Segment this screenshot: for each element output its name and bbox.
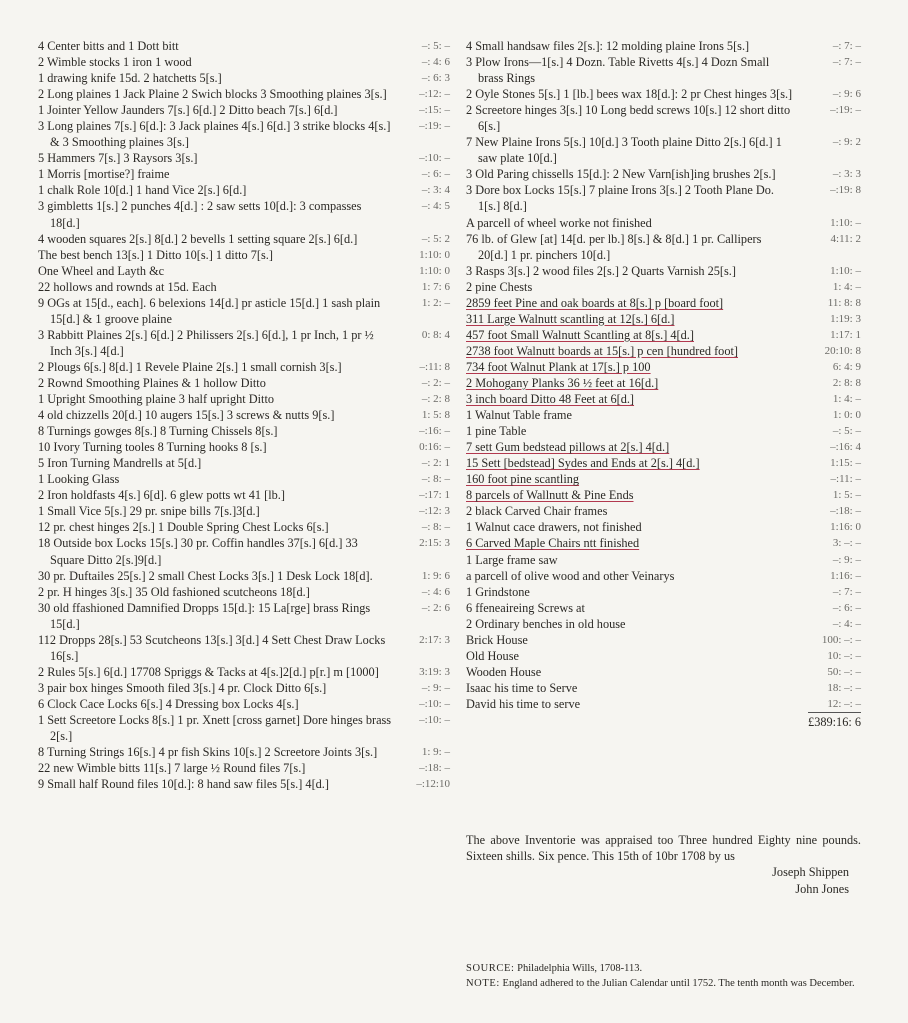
entry-text: 3 Old Paring chissells 15[d.]: 2 New Varn[ish]ing brushes 2[s.] [466, 167, 776, 182]
total-cell [771, 712, 861, 731]
entry-value: –: 9: 2 [832, 136, 861, 149]
inventory-entry [38, 38, 450, 54]
inventory-entry [466, 519, 861, 535]
entry-text: 5 Iron Turning Mandrells at 5[d.] [38, 456, 202, 471]
inventory-entry [466, 552, 861, 568]
inventory-entry [38, 471, 450, 487]
entry-text: 9 Small half Round files 10[d.]: 8 hand saw files 5[s.] 4[d.] [38, 777, 329, 792]
entry-text: 4 Center bitts and 1 Dott bitt [38, 39, 179, 53]
inventory-entry [38, 600, 450, 632]
entry-text: 4 wooden squares 2[s.] 8[d.] 2 bevells 1 setting square 2[s.] 6[d.] [38, 231, 358, 246]
entry-value: –:19: – [419, 120, 450, 133]
inventory-entry [38, 391, 450, 407]
inventory-entry [466, 584, 861, 600]
entry-value: 1:10: 0 [419, 248, 450, 261]
entry-value: 0:16: – [419, 441, 450, 454]
entry-value: –: 9: – [421, 681, 450, 694]
inventory-entry [38, 231, 450, 247]
entry-text: 160 foot pine scantling [466, 472, 580, 487]
entry-value: –:10: – [419, 713, 450, 726]
entry-text: 2 Plougs 6[s.] 8[d.] 1 Revele Plaine 2[s.] 1 small cornish 3[s.] [38, 359, 342, 374]
entry-text: 1 Looking Glass [38, 472, 120, 487]
entry-value: 1: 7: 6 [421, 280, 450, 293]
entry-value: 6: 4: 9 [832, 360, 861, 373]
entry-text: 2738 foot Walnutt boards at 15[s.] p cen [hundred foot] [466, 343, 738, 358]
entry-value: –:18: – [830, 505, 861, 518]
inventory-entry [466, 455, 861, 471]
entry-value: 1:10: – [830, 264, 861, 277]
source-notes [466, 962, 861, 991]
entry-value: –: 9: 6 [832, 88, 861, 101]
entry-value: –: 8: – [421, 521, 450, 534]
entry-text: Wooden House [466, 664, 542, 679]
inventory-entry [38, 263, 450, 279]
inventory-entry [38, 247, 450, 263]
inventory-entry [466, 423, 861, 439]
inventory-entry [38, 407, 450, 423]
entry-value: 1:16: 0 [830, 521, 861, 534]
entry-value: –: 5: – [832, 425, 861, 438]
inventory-entry [466, 295, 861, 311]
inventory-entry [38, 86, 450, 102]
inventory-entry [466, 391, 861, 407]
entry-text: 112 Dropps 28[s.] 53 Scutcheons 13[s.] 3[d.] 4 Sett Chest Draw Locks 16[s.] [38, 632, 386, 663]
total-row [466, 712, 861, 731]
entry-text: 7 sett Gum bedstead pillows at 2[s.] 4[d.] [466, 440, 670, 455]
inventory-entry [38, 54, 450, 70]
inventory-entry [38, 744, 450, 760]
inventory-entry [38, 584, 450, 600]
entry-value: 1: 0: 0 [832, 409, 861, 422]
inventory-total: £389:16: 6 [808, 712, 861, 730]
entry-text: 2 pr. H hinges 3[s.] 35 Old fashioned scutcheons 18[d.] [38, 584, 310, 599]
entry-text: 1 Upright Smoothing plaine 3 half upright Ditto [38, 392, 275, 407]
entry-value: –:12: – [419, 88, 450, 101]
inventory-entry [38, 166, 450, 182]
inventory-entry [38, 712, 450, 744]
inventory-entry [38, 439, 450, 455]
entry-value: –: 2: 6 [421, 601, 450, 614]
entry-text: 5 Hammers 7[s.] 3 Raysors 3[s.] [38, 151, 198, 166]
inventory-entry [466, 632, 861, 648]
entry-value: –:15: – [419, 104, 450, 117]
inventory-entry [466, 680, 861, 696]
entry-value: –: 8: – [421, 473, 450, 486]
inventory-entry [466, 134, 861, 166]
inventory-entry [466, 535, 861, 551]
entry-text: 6 ffeneaireing Screws at [466, 600, 585, 615]
entry-value: –: 4: 6 [421, 585, 450, 598]
inventory-entry [466, 487, 861, 503]
entry-value: –:10: – [419, 152, 450, 165]
entry-value: 2:15: 3 [419, 537, 450, 550]
entry-value: –: 7: – [832, 585, 861, 598]
entry-value: 4:11: 2 [830, 232, 861, 245]
entry-text: 457 foot Small Walnutt Scantling at 8[s.] 4[d.] [466, 327, 694, 342]
entry-text: Brick House [466, 632, 528, 647]
entry-text: 22 new Wimble bitts 11[s.] 7 large ½ Round files 7[s.] [38, 761, 306, 776]
entry-value: –:10: – [419, 697, 450, 710]
entry-value: 1: 2: – [421, 296, 450, 309]
source-text: Philadelphia Wills, 1708-113. [517, 963, 643, 974]
appraisal-paragraph: The above Inventorie was appraised too Three hundred Eighty nine pounds. Sixteen shills. Six pence. This 15th of 10br 1708 by us [466, 833, 861, 864]
entry-value: –: 2: 1 [421, 457, 450, 470]
entry-value: –:19: – [830, 104, 861, 117]
entry-value: 1: 5: – [832, 489, 861, 502]
entry-value: –:11: 8 [419, 360, 450, 373]
entry-value: 11: 8: 8 [827, 296, 861, 309]
entry-value: –: 9: – [832, 553, 861, 566]
entry-text: The best bench 13[s.] 1 Ditto 10[s.] 1 ditto 7[s.] [38, 247, 273, 262]
entry-text: 3 Dore box Locks 15[s.] 7 plaine Irons 3[s.] 2 Tooth Plane Do. 1[s.] 8[d.] [466, 183, 774, 214]
inventory-entry [466, 600, 861, 616]
entry-value: –: 5: 2 [421, 232, 450, 245]
inventory-entry [466, 231, 861, 263]
entry-text: 12 pr. chest hinges 2[s.] 1 Double Spring Chest Locks 6[s.] [38, 520, 329, 535]
entry-value: –: 6: – [421, 168, 450, 181]
source-label: SOURCE: [466, 963, 515, 974]
entry-value: 1:19: 3 [830, 312, 861, 325]
entry-text: 3 gimbletts 1[s.] 2 punches 4[d.] : 2 saw setts 10[d.]: 3 compasses 18[d.] [38, 199, 362, 230]
entry-value: 2: 8: 8 [832, 376, 861, 389]
entry-text: 3 Plow Irons—1[s.] 4 Dozn. Table Rivetts 4[s.] 4 Dozn Small brass Rings [466, 55, 770, 86]
entry-text: 1 pine Table [466, 424, 527, 439]
entry-text: One Wheel and Layth &c [38, 263, 165, 278]
entry-text: a parcell of olive wood and other Veinarys [466, 568, 675, 583]
entry-text: Old House [466, 648, 519, 663]
entry-value: 18: –: – [827, 681, 861, 694]
entry-value: 20:10: 8 [824, 344, 861, 357]
entry-text: 1 chalk Role 10[d.] 1 hand Vice 2[s.] 6[d.] [38, 183, 247, 198]
entry-value: –:12:10 [416, 778, 450, 791]
entry-value: 1: 4: – [832, 393, 861, 406]
inventory-entry [466, 616, 861, 632]
entry-text: Isaac his time to Serve [466, 680, 578, 695]
source-line [466, 962, 861, 977]
entry-value: –: 6: 3 [421, 72, 450, 85]
inventory-entry [38, 760, 450, 776]
entry-text: 2 Iron holdfasts 4[s.] 6[d]. 6 glew potts wt 41 [lb.] [38, 488, 285, 503]
inventory-entry [38, 535, 450, 567]
note-label: NOTE: [466, 977, 500, 989]
inventory-entry [38, 150, 450, 166]
inventory-entry [38, 359, 450, 375]
entry-text: 10 Ivory Turning tooles 8 Turning hooks 8 [s.] [38, 440, 267, 455]
note-text: England adhered to the Julian Calendar until 1752. The tenth month was December. [502, 977, 855, 989]
inventory-entry [38, 487, 450, 503]
entry-value: 1:17: 1 [830, 328, 861, 341]
inventory-entry [466, 407, 861, 423]
entry-text: 3 Long plaines 7[s.] 6[d.]: 3 Jack plaines 4[s.] 6[d.] 3 strike blocks 4[s.] & 3 Smoothing plaines 3[s.] [38, 119, 391, 150]
inventory-entry [466, 471, 861, 487]
entry-text: 8 Turning Strings 16[s.] 4 pr fish Skins 10[s.] 2 Screetore Joints 3[s.] [38, 745, 378, 760]
inventory-entry [466, 182, 861, 214]
entry-value: 12: –: – [827, 697, 861, 710]
entry-text: 2 pine Chests [466, 279, 533, 294]
inventory-entry [466, 375, 861, 391]
signature-john-jones: John Jones [795, 881, 849, 896]
inventory-entry [38, 664, 450, 680]
entry-value: –: 7: – [832, 56, 861, 69]
inventory-entry [38, 327, 450, 359]
closing-statement [466, 832, 861, 897]
entry-text: 76 lb. of Glew [at] 14[d. per lb.] 8[s.] & 8[d.] 1 pr. Callipers 20[d.] 1 pr. pinchers 10[d.] [466, 231, 762, 262]
inventory-entry [466, 503, 861, 519]
entry-text: 734 foot Walnut Plank at 17[s.] p 100 [466, 359, 651, 374]
entry-value: –: 3: 4 [421, 184, 450, 197]
inventory-entry [466, 568, 861, 584]
entry-text: 2859 feet Pine and oak boards at 8[s.] p [board foot] [466, 295, 724, 310]
inventory-entry [38, 696, 450, 712]
inventory-entry [38, 375, 450, 391]
entry-text: 2 Screetore hinges 3[s.] 10 Long bedd screws 10[s.] 12 short ditto 6[s.] [466, 103, 791, 134]
inventory-entry [466, 86, 861, 102]
inventory-entry [38, 568, 450, 584]
entry-value: –:16: – [419, 425, 450, 438]
entry-text: A parcell of wheel worke not finished [466, 215, 652, 230]
entry-value: 1:16: – [830, 569, 861, 582]
entry-value: 100: –: – [821, 633, 861, 646]
entry-value: 2:17: 3 [419, 633, 450, 646]
entry-text: 22 hollows and rownds at 15d. Each [38, 279, 217, 294]
entry-value: 1: 5: 8 [421, 409, 450, 422]
entry-value: 1: 9: – [421, 746, 450, 759]
inventory-entry [466, 439, 861, 455]
entry-text: 311 Large Walnutt scantling at 12[s.] 6[d.] [466, 311, 675, 326]
entry-value: 1:10: 0 [419, 264, 450, 277]
entry-value: –: 4: 6 [421, 56, 450, 69]
entry-text: 8 parcels of Wallnutt & Pine Ends [466, 488, 634, 503]
entry-value: 1:10: – [830, 216, 861, 229]
inventory-entry [466, 166, 861, 182]
inventory-entry [38, 680, 450, 696]
inventory-entry [466, 263, 861, 279]
entry-text: 2 Mohogany Planks 36 ½ feet at 16[d.] [466, 375, 659, 390]
entry-text: 18 Outside box Locks 15[s.] 30 pr. Coffin handles 37[s.] 6[d.] 33 Square Ditto 2[s.]9[d.] [38, 536, 358, 567]
entry-text: 3 pair box hinges Smooth filed 3[s.] 4 pr. Clock Ditto 6[s.] [38, 680, 327, 695]
entry-text: 30 old ffashioned Damnified Dropps 15[d.]: 15 La[rge] brass Rings 15[d.] [38, 600, 371, 631]
entry-text: 9 OGs at 15[d., each]. 6 belexions 14[d.] pr asticle 15[d.] 1 sash plain 15[d.] & 1 groove plaine [38, 295, 381, 326]
inventory-entry [466, 38, 861, 54]
inventory-entry [466, 327, 861, 343]
entry-text: 1 Walnut Table frame [466, 408, 572, 423]
entry-text: 4 Small handsaw files 2[s.]: 12 molding plaine Irons 5[s.] [466, 39, 750, 53]
signature-joseph-shippen: Joseph Shippen [772, 865, 849, 880]
inventory-entry [466, 696, 861, 712]
entry-value: –:12: 3 [419, 505, 450, 518]
entry-value: –: 3: 3 [832, 168, 861, 181]
entry-value: 0: 8: 4 [421, 328, 450, 341]
entry-value: –: 4: – [832, 617, 861, 630]
entry-text: 7 New Plaine Irons 5[s.] 10[d.] 3 Tooth plaine Ditto 2[s.] 6[d.] 1 saw plate 10[d.] [466, 135, 782, 166]
entry-text: 6 Carved Maple Chairs ntt finished [466, 536, 640, 551]
entry-value: 10: –: – [827, 649, 861, 662]
entry-text: 1 Morris [mortise?] fraime [38, 167, 170, 182]
entry-value: –:18: – [419, 762, 450, 775]
entry-value: 1: 4: – [832, 280, 861, 293]
entry-text: 2 Rules 5[s.] 6[d.] 17708 Spriggs & Tacks at 4[s.]2[d.] p[r.] m [1000] [38, 664, 379, 679]
entry-text: 1 Walnut cace drawers, not finished [466, 520, 642, 535]
inventory-entry [466, 279, 861, 295]
entry-value: –: 4: 5 [421, 200, 450, 213]
inventory-entry [466, 54, 861, 86]
inventory-entry [38, 455, 450, 471]
entry-value: –:16: 4 [830, 441, 861, 454]
entry-text: David his time to serve [466, 696, 581, 711]
entry-value: 1: 9: 6 [421, 569, 450, 582]
entry-value: 50: –: – [827, 665, 861, 678]
entry-text: 1 Small Vice 5[s.] 29 pr. snipe bills 7[s.]3[d.] [38, 504, 260, 519]
inventory-entry [38, 102, 450, 118]
inventory-entry [466, 648, 861, 664]
inventory-left-column [38, 38, 450, 792]
entry-text: 3 Rasps 3[s.] 2 wood files 2[s.] 2 Quarts Varnish 25[s.] [466, 263, 736, 278]
inventory-entry [38, 632, 450, 664]
entry-text: 2 Oyle Stones 5[s.] 1 [lb.] bees wax 18[d.]: 2 pr Chest hinges 3[s.] [466, 87, 793, 102]
entry-value: –:19: 8 [830, 184, 861, 197]
inventory-entry [466, 359, 861, 375]
entry-text: 2 Ordinary benches in old house [466, 616, 626, 631]
inventory-entry [466, 215, 861, 231]
entry-value: –:11: – [830, 473, 861, 486]
entry-value: –: 2: – [421, 376, 450, 389]
inventory-entry [38, 519, 450, 535]
entry-text: 8 Turnings gowges 8[s.] 8 Turning Chissels 8[s.] [38, 424, 278, 439]
entry-text: 30 pr. Duftailes 25[s.] 2 small Chest Locks 3[s.] 1 Desk Lock 18[d]. [38, 568, 373, 583]
inventory-entry [38, 776, 450, 792]
entry-text: 1 Grindstone [466, 584, 530, 599]
inventory-entry [466, 343, 861, 359]
entry-text: 3 inch board Ditto 48 Feet at 6[d.] [466, 392, 635, 407]
inventory-entry [38, 118, 450, 150]
entry-value: 1:15: – [830, 457, 861, 470]
entry-text: 2 Long plaines 1 Jack Plaine 2 Swich blocks 3 Smoothing plaines 3[s.] [38, 87, 387, 102]
entry-text: 1 Sett Screetore Locks 8[s.] 1 pr. Xnett [cross garnet] Dore hinges brass 2[s.] [38, 712, 392, 744]
inventory-entry [466, 664, 861, 680]
entry-value: –: 7: – [832, 40, 861, 52]
entry-value: 3: –: – [832, 537, 861, 550]
inventory-entry [38, 503, 450, 519]
inventory-entry [38, 198, 450, 230]
entry-text: 4 old chizzells 20[d.] 10 augers 15[s.] 3 screws & nutts 9[s.] [38, 408, 335, 423]
note-line [466, 977, 861, 992]
entry-text: 1 drawing knife 15d. 2 hatchetts 5[s.] [38, 71, 222, 86]
inventory-entry [38, 279, 450, 295]
entry-text: 15 Sett [bedstead] Sydes and Ends at 2[s.] 4[d.] [466, 456, 700, 471]
entry-text: 2 Rownd Smoothing Plaines & 1 hollow Ditto [38, 375, 266, 390]
entry-text: 1 Large frame saw [466, 552, 558, 567]
entry-text: 6 Clock Cace Locks 6[s.] 4 Dressing box Locks 4[s.] [38, 696, 299, 711]
entry-text: 3 Rabbitt Plaines 2[s.] 6[d.] 2 Philissers 2[s.] 6[d.], 1 pr Inch, 1 pr ½ Inch 3[s.] 4[d.] [38, 327, 374, 358]
entry-text: 2 black Carved Chair frames [466, 504, 608, 519]
entry-value: –: 2: 8 [421, 393, 450, 406]
inventory-entry [38, 182, 450, 198]
inventory-right-column [466, 38, 861, 731]
inventory-entry [466, 311, 861, 327]
entry-text: 2 Wimble stocks 1 iron 1 wood [38, 55, 192, 70]
entry-text: 1 Jointer Yellow Jaunders 7[s.] 6[d.] 2 Ditto beach 7[s.] 6[d.] [38, 103, 338, 118]
entry-value: –:17: 1 [419, 489, 450, 502]
entry-value: –: 5: – [421, 40, 450, 52]
inventory-entry [466, 102, 861, 134]
inventory-entry [38, 423, 450, 439]
entry-value: –: 6: – [832, 601, 861, 614]
entry-value: 3:19: 3 [419, 665, 450, 678]
inventory-entry [38, 70, 450, 86]
inventory-entry [38, 295, 450, 327]
